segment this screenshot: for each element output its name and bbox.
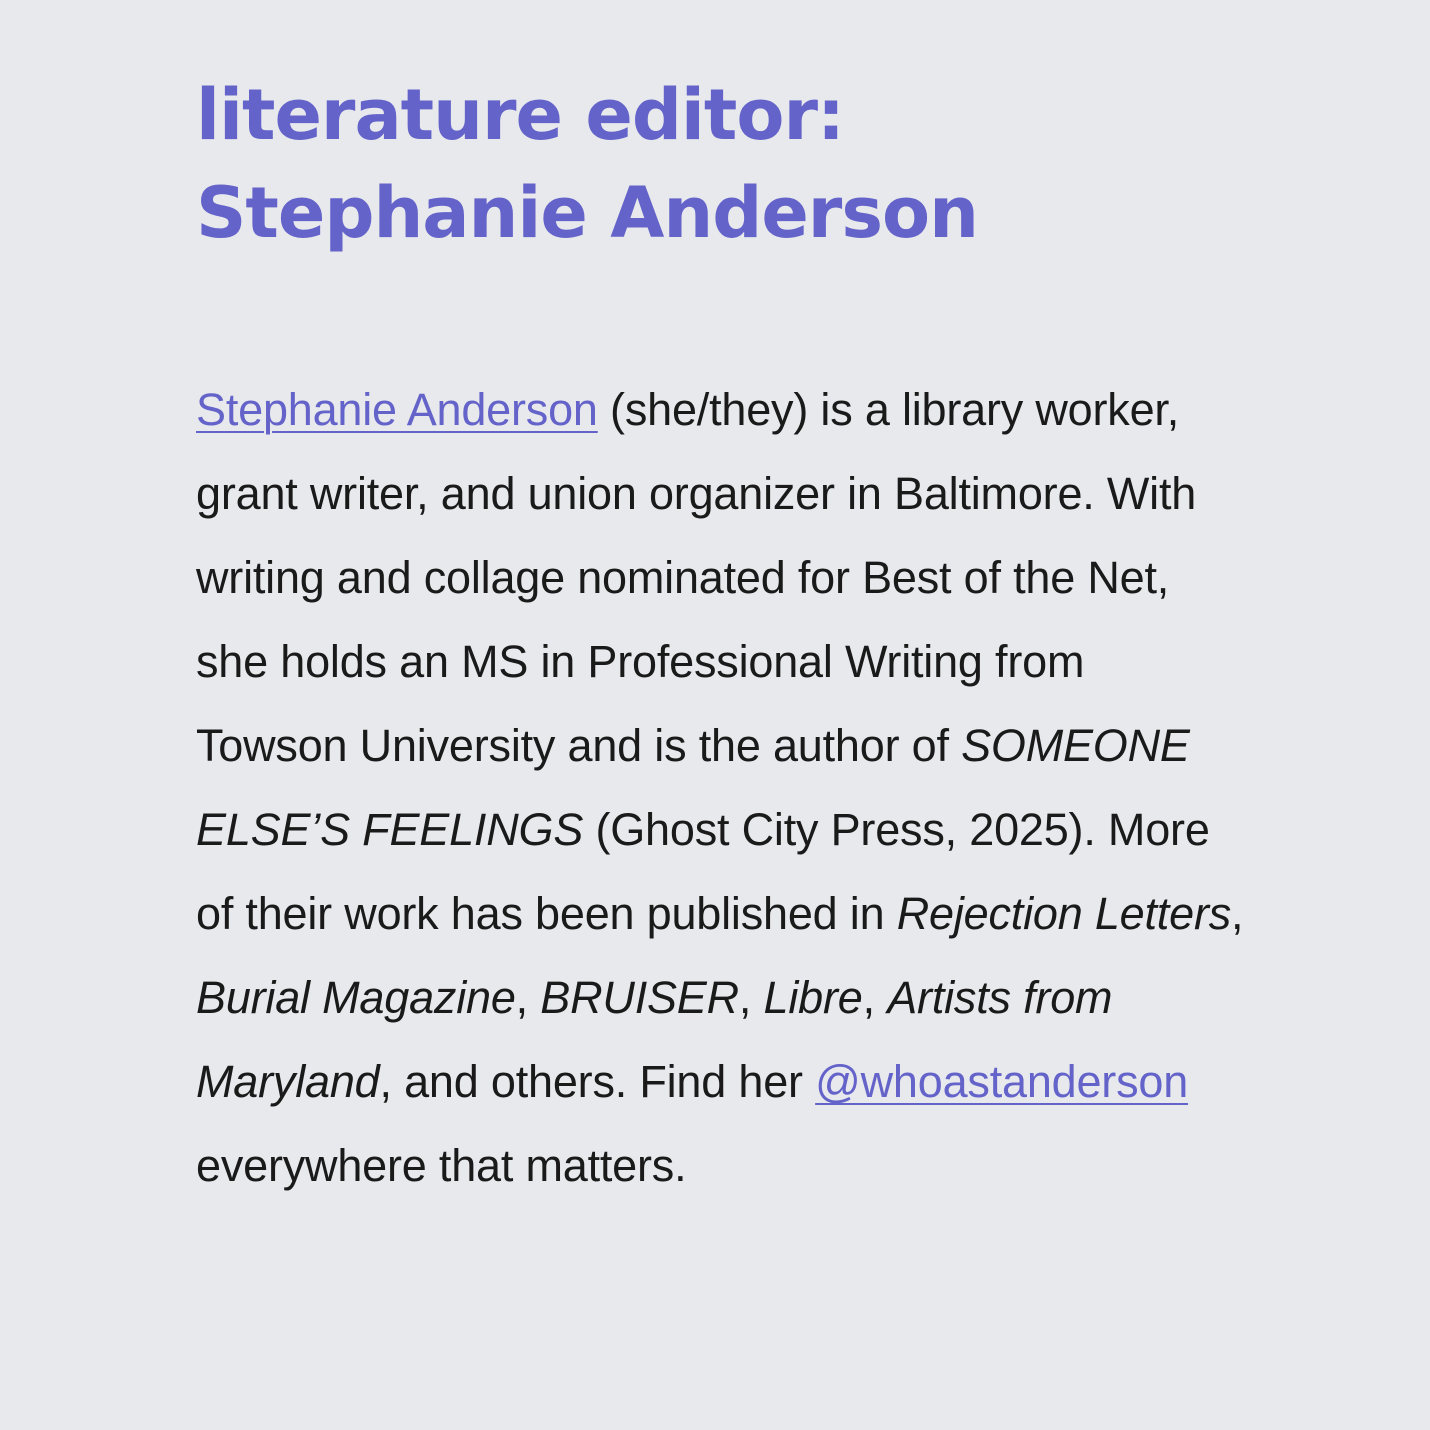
publication-bruiser: BRUISER — [540, 972, 739, 1023]
separator: , — [738, 972, 764, 1023]
publication-rejection-letters: Rejection Letters — [896, 888, 1232, 939]
name-link[interactable]: Stephanie Anderson — [196, 384, 598, 435]
bio-paragraph — [196, 368, 1246, 1208]
separator: , — [1231, 888, 1244, 939]
publication-libre: Libre — [763, 972, 863, 1023]
bio-text-3: , and others. Find her — [379, 1056, 816, 1107]
bio-text-2: (Ghost City Press, 2025). More of their work has been published in — [196, 804, 1210, 939]
book-title: SOMEONE ELSE’S FEELINGS — [196, 720, 1190, 855]
publication-burial-magazine: Burial Magazine — [196, 972, 516, 1023]
bio-text-4: everywhere that matters. — [196, 1140, 687, 1191]
publication-artists-from-maryland: Artists from Maryland — [196, 972, 1113, 1107]
social-handle-link[interactable]: @whoastanderson — [815, 1056, 1189, 1107]
bio-card — [196, 66, 1246, 1208]
page-title: literature editor: Stephanie Anderson — [196, 74, 978, 254]
bio-text-1: (she/they) is a library worker, grant writer, and union organizer in Baltimore. With writing and collage nominated for Best of the Net, she holds an MS in Professional Writing from Towson University and is the author of — [196, 384, 1197, 771]
separator: , — [515, 972, 541, 1023]
separator: , — [862, 972, 888, 1023]
